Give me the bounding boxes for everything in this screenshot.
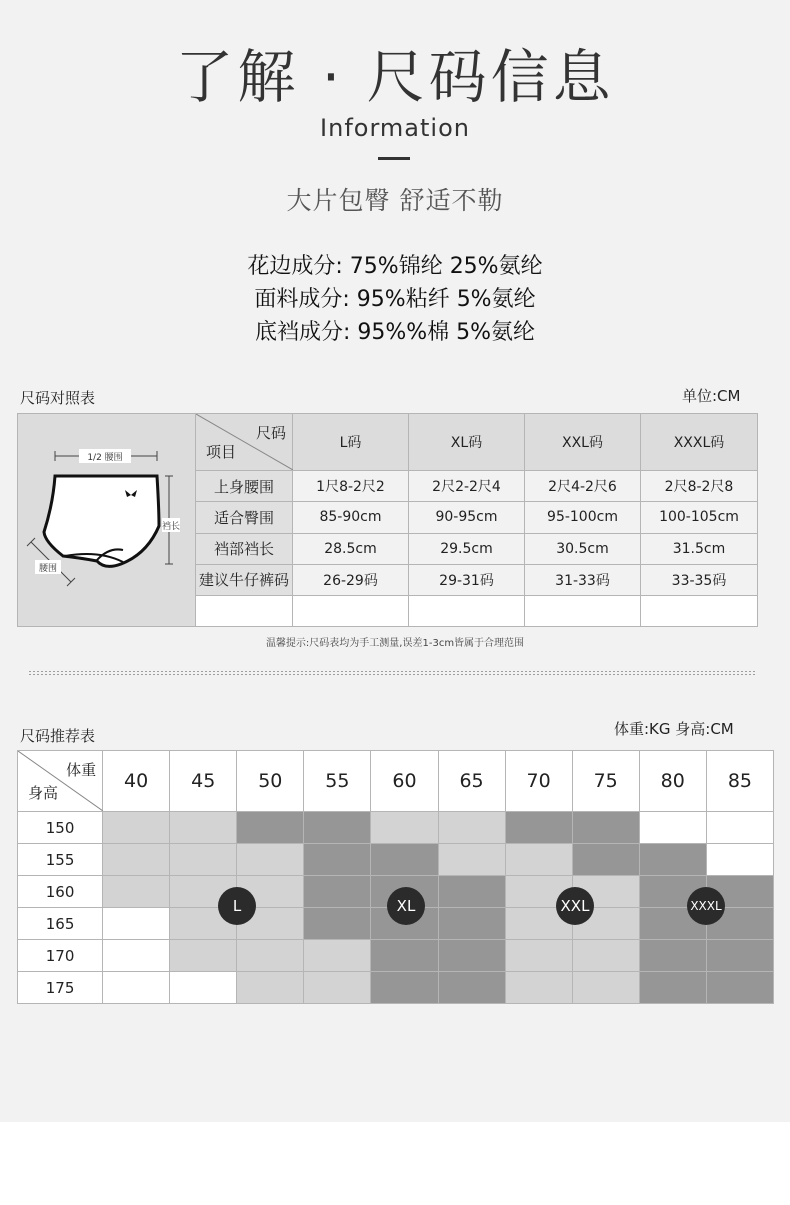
title-divider bbox=[378, 157, 410, 160]
grid-row bbox=[18, 812, 774, 844]
grid-cell bbox=[505, 844, 572, 876]
grid-cell bbox=[706, 812, 773, 844]
grid-cell bbox=[706, 844, 773, 876]
grid-cell bbox=[304, 844, 371, 876]
corner-bottom-label: 身高 bbox=[28, 784, 59, 802]
weight-header: 65 bbox=[438, 751, 505, 812]
grid-cell bbox=[639, 844, 706, 876]
grid-cell bbox=[304, 972, 371, 1004]
material-lace: 花边成分: 75%锦纶 25%氨纶 bbox=[247, 254, 543, 279]
grid-cell bbox=[639, 972, 706, 1004]
size-chart-table bbox=[17, 413, 758, 627]
grid-cell bbox=[237, 812, 304, 844]
garment-diagram bbox=[18, 414, 196, 627]
grid-cell bbox=[304, 940, 371, 972]
weight-header: 50 bbox=[237, 751, 304, 812]
size-chart-label: 尺码对照表 bbox=[20, 389, 96, 407]
crotch-length-label: 裆长 bbox=[161, 522, 180, 532]
weight-header-row bbox=[18, 751, 774, 812]
table-cell: 28.5cm bbox=[293, 533, 409, 564]
table-cell: 29-31码 bbox=[409, 564, 525, 595]
grid-cell bbox=[505, 972, 572, 1004]
grid-cell bbox=[170, 844, 237, 876]
grid-cell bbox=[304, 812, 371, 844]
weight-header: 80 bbox=[639, 751, 706, 812]
height-label: 155 bbox=[18, 844, 103, 876]
grid-cell bbox=[237, 940, 304, 972]
page-title: 了解 · 尺码信息 bbox=[175, 43, 615, 111]
row-label: 上身腰围 bbox=[196, 471, 293, 502]
table-cell: 90-95cm bbox=[409, 502, 525, 533]
grid-cell bbox=[371, 972, 438, 1004]
grid-cell bbox=[706, 972, 773, 1004]
height-label: 150 bbox=[18, 812, 103, 844]
table-cell-empty bbox=[409, 595, 525, 626]
grid-cell bbox=[170, 812, 237, 844]
grid-cell bbox=[438, 908, 505, 940]
size-header-row bbox=[18, 414, 758, 471]
table-cell: 30.5cm bbox=[525, 533, 641, 564]
height-label: 160 bbox=[18, 876, 103, 908]
tagline: 大片包臀 舒适不勒 bbox=[286, 186, 504, 215]
grid-cell bbox=[639, 812, 706, 844]
size-header-l: L码 bbox=[293, 414, 409, 471]
weight-header: 40 bbox=[103, 751, 170, 812]
briefs-icon bbox=[19, 414, 195, 622]
grid-cell bbox=[438, 844, 505, 876]
corner-top-label: 体重 bbox=[66, 761, 97, 779]
half-waist-label: 1/2 腰围 bbox=[86, 453, 123, 463]
size-header-xxxl: XXXL码 bbox=[641, 414, 758, 471]
row-label-empty bbox=[196, 595, 293, 626]
table-cell: 2尺4-2尺6 bbox=[525, 471, 641, 502]
size-chart-unit: 单位:CM bbox=[682, 387, 741, 405]
size-badge-xxxl: XXXL bbox=[687, 887, 725, 925]
table-cell-empty bbox=[293, 595, 409, 626]
grid-cell bbox=[103, 876, 170, 908]
row-label: 适合臀围 bbox=[196, 502, 293, 533]
grid-cell bbox=[103, 844, 170, 876]
grid-cell bbox=[639, 940, 706, 972]
grid-cell bbox=[170, 972, 237, 1004]
grid-cell bbox=[438, 876, 505, 908]
grid-row bbox=[18, 940, 774, 972]
table-cell-empty bbox=[525, 595, 641, 626]
material-crotch: 底裆成分: 95%%棉 5%氨纶 bbox=[254, 320, 536, 345]
page-subtitle: Information bbox=[320, 114, 470, 142]
weight-header: 55 bbox=[304, 751, 371, 812]
grid-cell bbox=[103, 908, 170, 940]
table-cell: 31-33码 bbox=[525, 564, 641, 595]
row-label: 裆部裆长 bbox=[196, 533, 293, 564]
grid-cell bbox=[237, 972, 304, 1004]
weight-header: 70 bbox=[505, 751, 572, 812]
height-label: 165 bbox=[18, 908, 103, 940]
size-header-xxl: XXL码 bbox=[525, 414, 641, 471]
grid-cell bbox=[505, 812, 572, 844]
material-fabric: 面料成分: 95%粘纤 5%氨纶 bbox=[254, 287, 536, 312]
grid-cell bbox=[371, 844, 438, 876]
table-cell: 33-35码 bbox=[641, 564, 758, 595]
recommend-unit: 体重:KG 身高:CM bbox=[614, 720, 734, 738]
corner-header bbox=[18, 751, 103, 812]
table-cell: 2尺2-2尺4 bbox=[409, 471, 525, 502]
table-cell: 29.5cm bbox=[409, 533, 525, 564]
table-cell: 31.5cm bbox=[641, 533, 758, 564]
grid-cell bbox=[103, 812, 170, 844]
grid-row bbox=[18, 844, 774, 876]
grid-cell bbox=[237, 844, 304, 876]
corner-header bbox=[196, 414, 293, 471]
weight-header: 75 bbox=[572, 751, 639, 812]
grid-cell bbox=[438, 940, 505, 972]
corner-bottom-label: 项目 bbox=[206, 443, 237, 462]
grid-cell bbox=[371, 812, 438, 844]
size-badge-xxl: XXL bbox=[556, 887, 594, 925]
grid-cell bbox=[572, 812, 639, 844]
height-label: 175 bbox=[18, 972, 103, 1004]
grid-cell bbox=[572, 972, 639, 1004]
weight-header: 85 bbox=[706, 751, 773, 812]
grid-cell bbox=[103, 972, 170, 1004]
table-cell: 26-29码 bbox=[293, 564, 409, 595]
grid-cell bbox=[438, 972, 505, 1004]
table-cell: 1尺8-2尺2 bbox=[293, 471, 409, 502]
size-badge-l: L bbox=[218, 887, 256, 925]
table-cell: 95-100cm bbox=[525, 502, 641, 533]
grid-cell bbox=[706, 940, 773, 972]
recommend-label: 尺码推荐表 bbox=[20, 727, 96, 745]
table-cell: 2尺8-2尺8 bbox=[641, 471, 758, 502]
grid-row bbox=[18, 972, 774, 1004]
grid-cell bbox=[572, 940, 639, 972]
table-cell: 85-90cm bbox=[293, 502, 409, 533]
measurement-note: 温馨提示:尺码表均为手工测量,误差1-3cm皆属于合理范围 bbox=[265, 638, 525, 649]
grid-cell bbox=[170, 940, 237, 972]
corner-top-label: 尺码 bbox=[255, 424, 286, 442]
row-label: 建议牛仔裤码 bbox=[196, 564, 293, 595]
grid-cell bbox=[505, 940, 572, 972]
grid-cell bbox=[438, 812, 505, 844]
recommend-table bbox=[17, 750, 774, 1004]
grid-cell bbox=[304, 908, 371, 940]
height-label: 170 bbox=[18, 940, 103, 972]
grid-cell bbox=[304, 876, 371, 908]
grid-cell bbox=[103, 940, 170, 972]
weight-header: 60 bbox=[371, 751, 438, 812]
grid-cell bbox=[371, 940, 438, 972]
size-header-xl: XL码 bbox=[409, 414, 525, 471]
size-badge-xl: XL bbox=[387, 887, 425, 925]
table-cell: 100-105cm bbox=[641, 502, 758, 533]
table-cell-empty bbox=[641, 595, 758, 626]
waist-label: 腰围 bbox=[38, 564, 57, 574]
grid-cell bbox=[572, 844, 639, 876]
dotted-divider bbox=[28, 670, 756, 676]
weight-header: 45 bbox=[170, 751, 237, 812]
